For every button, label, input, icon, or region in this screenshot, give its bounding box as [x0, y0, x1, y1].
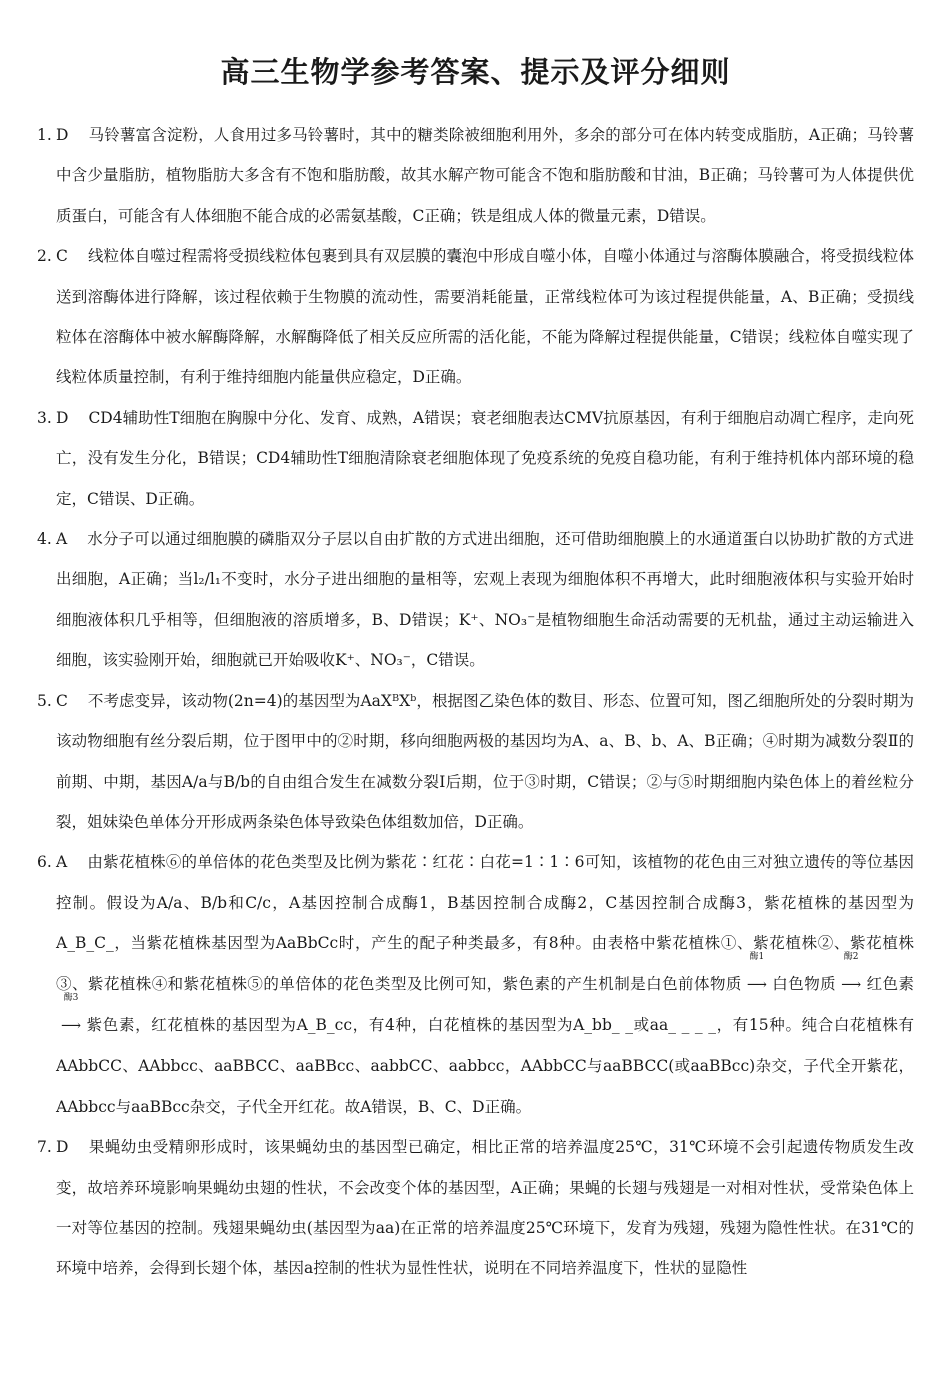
- explanation-text: CD4辅助性T细胞在胸腺中分化、发育、成熟，A错误；衰老细胞表达CMV抗原基因，有利于细胞启动凋亡程序，走向死亡，没有发生分化，B错误；CD4辅助性T细胞清除衰老细胞体现了免疫系统的免疫自稳功能，有利于维持机体内部环境的稳定，C错误、D正确。: [56, 408, 914, 508]
- page-title: 高三生物学参考答案、提示及评分细则: [220, 55, 731, 89]
- answer-list: [37, 115, 914, 1289]
- enzyme-arrow: 酶3 ⟶: [56, 1006, 86, 1046]
- answer-letter: A: [56, 853, 68, 872]
- question-number: 7.: [37, 1138, 52, 1157]
- answer-letter: D: [56, 1138, 69, 1157]
- answer-item-2: [37, 236, 914, 398]
- question-number: 5.: [37, 691, 52, 710]
- explanation-text: 线粒体自噬过程需将受损线粒体包裹到具有双层膜的囊泡中形成自噬小体，自噬小体通过与溶酶体膜融合，将受损线粒体送到溶酶体进行降解，该过程依赖于生物膜的流动性，需要消耗能量，正常线粒体可为该过程提供能量，A、B正确；受损线粒体在溶酶体中被水解酶降解，水解酶降低了相关反应所需的活化能，不能为降解过程提供能量，C错误；线粒体自噬实现了线粒体质量控制，有利于维持细胞内能量供应稳定，D正确。: [56, 247, 914, 387]
- answer-item-1: [37, 115, 914, 236]
- answer-letter: A: [56, 530, 68, 549]
- answer-letter: C: [56, 691, 68, 710]
- enzyme-label: 酶1: [749, 951, 765, 962]
- answer-item-5: [37, 681, 914, 843]
- answer-letter: C: [56, 247, 68, 266]
- answer-letter: D: [56, 408, 69, 427]
- enzyme-label: 酶3: [63, 992, 79, 1003]
- question-number: 6.: [37, 853, 52, 872]
- explanation-text: 不考虑变异，该动物(2n=4)的基因型为AaXᴮXᵇ，根据图乙染色体的数目、形态、位置可知，图乙细胞所处的分裂时期为该动物细胞有丝分裂后期，位于图甲中的②时期，移向细胞两极的基因均为A、a、B、b、A、B正确；④时期为减数分裂Ⅱ的前期、中期，基因A/a与B/b的自由组合发生在减数分裂Ⅰ后期，位于③时期，C错误；②与⑤时期细胞内染色体上的着丝粒分裂，姐妹染色单体分开形成两条染色体导致染色体组数加倍，D正确。: [56, 691, 914, 831]
- answer-item-6: [37, 842, 914, 1127]
- question-number: 2.: [37, 247, 52, 266]
- question-number: 4.: [37, 530, 52, 549]
- question-number: 1.: [37, 126, 52, 144]
- explanation-text: 白色物质: [771, 974, 837, 993]
- enzyme-label: 酶2: [843, 951, 859, 962]
- explanation-text: 马铃薯富含淀粉，人食用过多马铃薯时，其中的糖类除被细胞利用外，多余的部分可在体内转变成脂肪，A正确；马铃薯中含少量脂肪，植物脂肪大多含有不饱和脂肪酸，故其水解产物可能含不饱和脂肪酸和甘油，B正确；马铃薯可为人体提供优质蛋白，可能含有人体细胞不能合成的必需氨基酸，C正确；铁是组成人体的微量元素，D错误。: [56, 126, 914, 225]
- answer-item-4: [37, 519, 914, 681]
- enzyme-arrow: 酶2 ⟶: [836, 965, 866, 1005]
- answer-item-3: [37, 398, 914, 519]
- explanation-text: 紫色素，红花植株的基因型为A_B_cc，有4种，白花植株的基因型为A_bb_ _或aa_ _ _ _，有15种。纯合白花植株有AAbbCC、AAbbcc、aaBBCC、aaBBcc、aabbCC、aabbcc，AAbbCC与aaBBCC(或aaBBcc)杂交，子代全开紫花，AAbbcc与aaBBcc杂交，子代全开红花。故A错误，B、C、D正确。: [56, 1015, 914, 1116]
- enzyme-arrow: 酶1 ⟶: [742, 965, 772, 1005]
- question-number: 3.: [37, 408, 52, 427]
- explanation-text: 果蝇幼虫受精卵形成时，该果蝇幼虫的基因型已确定，相比正常的培养温度25℃，31℃环境不会引起遗传物质发生改变，故培养环境影响果蝇幼虫翅的性状，不会改变个体的基因型，A正确；果蝇的长翅与残翅是一对相对性状，受常染色体上一对等位基因的控制。残翅果蝇幼虫(基因型为aa)在正常的培养温度25℃环境下，发育为残翅，残翅为隐性性状。在31℃的环境中培养，会得到长翅个体，基因a控制的性状为显性性状，说明在不同培养温度下，性状的显隐性: [56, 1138, 914, 1278]
- answer-letter: D: [56, 126, 69, 144]
- explanation-text: 红色素: [866, 974, 914, 993]
- explanation-text: 由紫花植株⑥的单倍体的花色类型及比例为紫花∶红花∶白花=1∶1∶6可知，该植物的花色由三对独立遗传的等位基因控制。假设为A/a、B/b和C/c，A基因控制合成酶1，B基因控制合成酶2，C基因控制合成酶3，紫花植株的基因型为A_B_C_，当紫花植株基因型为AaBbCc时，产生的配子种类最多，有8种。由表格中紫花植株①、紫花植株②、紫花植株③、紫花植株④和紫花植株⑤的单倍体的花色类型及比例可知，紫色素的产生机制是白色前体物质: [56, 853, 914, 993]
- explanation-text: 水分子可以通过细胞膜的磷脂双分子层以自由扩散的方式进出细胞，还可借助细胞膜上的水通道蛋白以协助扩散的方式进出细胞，A正确；当l₂/l₁不变时，水分子进出细胞的量相等，宏观上表现为细胞体积不再增大，此时细胞液体积与实验开始时细胞液体积几乎相等，但细胞液的溶质增多，B、D错误；K⁺、NO₃⁻是植物细胞生命活动需要的无机盐，通过主动运输进入细胞，该实验刚开始，细胞就已开始吸收K⁺、NO₃⁻，C错误。: [56, 530, 914, 670]
- answer-item-7: [37, 1127, 914, 1289]
- answer-sheet-page: [0, 54, 950, 1386]
